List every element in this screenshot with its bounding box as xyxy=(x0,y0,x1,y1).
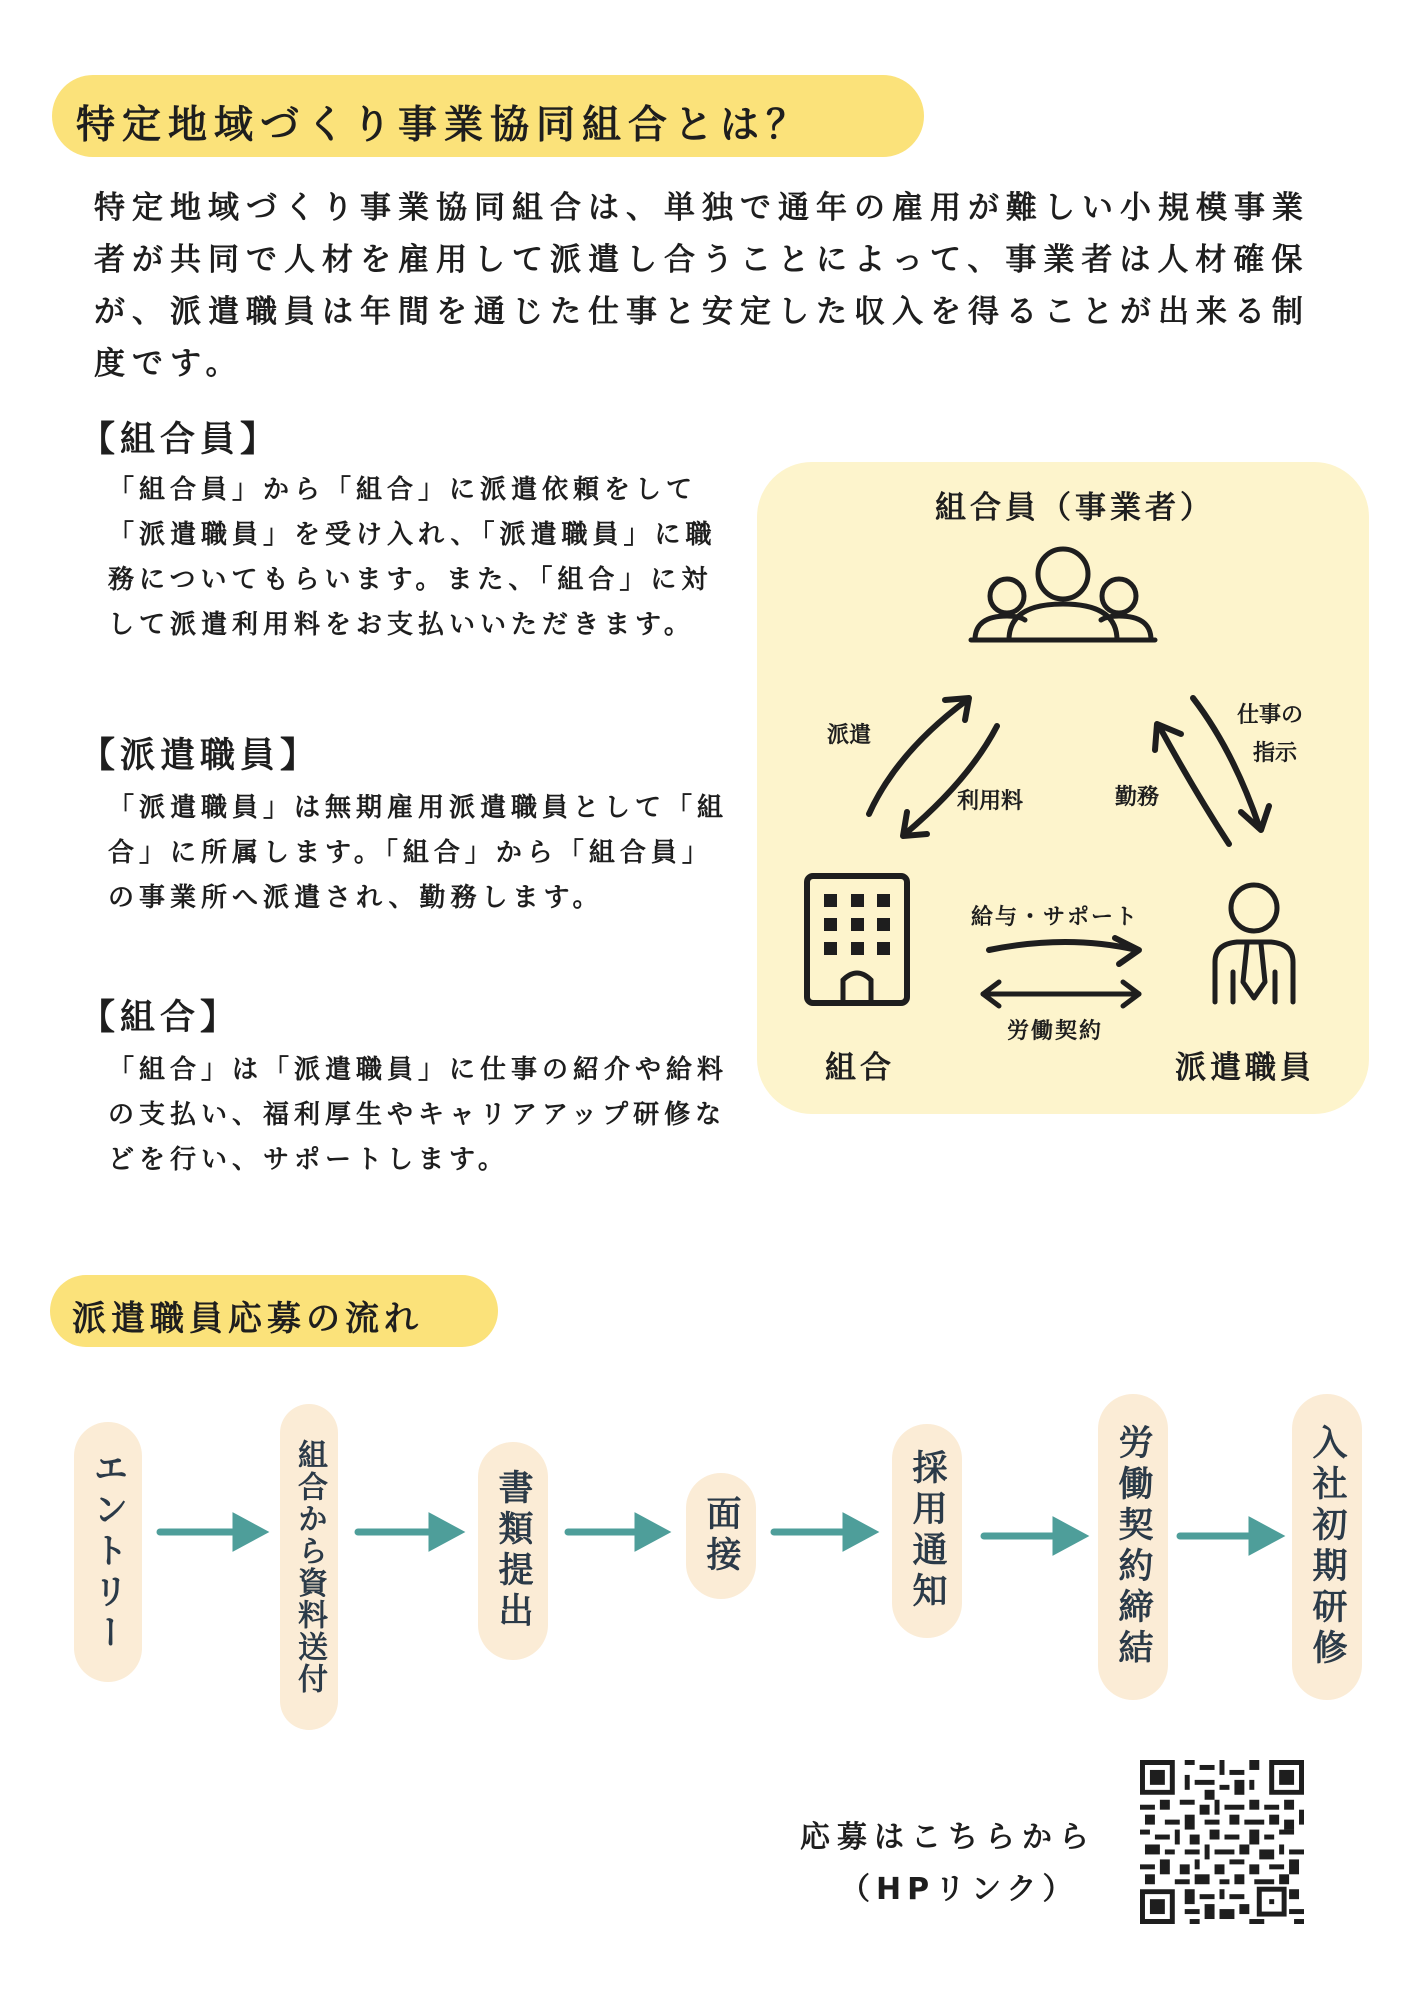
step-entry: エントリー xyxy=(74,1422,142,1682)
step-hiring-notice: 採用通知 xyxy=(892,1424,962,1638)
qr-code-icon[interactable] xyxy=(1140,1760,1304,1924)
text-union: 「組合」は「派遣職員」に仕事の紹介や給料の支払い、福利厚生やキャリアアップ研修などを行い、サポートします。 xyxy=(108,1055,729,1175)
heading-union: 【組合】 xyxy=(80,998,241,1038)
label-work: 勤務 xyxy=(1115,785,1160,810)
text-members: 「組合員」から「組合」に派遣依頼をして「派遣職員」を受け入れ、「派遣職員」に職務についてもらいます。また、「組合」に対して派遣利用料をお支払いいただきます。 xyxy=(108,475,717,640)
intro-paragraph: 特定地域づくり事業協同組合は、単独で通年の雇用が難しい小規模事業者が共同で人材を雇用して派遣し合うことによって、事業者は人材確保が、派遣職員は年間を通じた仕事と安定した収入を得ることが出来る制度です。 xyxy=(94,190,1310,382)
step-labor-contract: 労働契約締結 xyxy=(1098,1394,1168,1700)
label-salary-support: 給与・サポート xyxy=(971,905,1140,930)
label-members: 組合員（事業者） xyxy=(935,490,1215,526)
section-title-flow: 派遣職員応募の流れ xyxy=(50,1275,498,1347)
label-labor-contract: 労働契約 xyxy=(1007,1019,1104,1044)
step-document-submission: 書類提出 xyxy=(478,1442,548,1660)
text-staff: 「派遣職員」は無期雇用派遣職員として「組合」に所属します。「組合」から「組合員」の事業所へ派遣され、勤務します。 xyxy=(108,793,729,913)
step-initial-training: 入社初期研修 xyxy=(1292,1394,1362,1700)
apply-here-label: 応募はこちらから xyxy=(800,1820,1096,1855)
step-interview: 面接 xyxy=(686,1473,756,1599)
heading-staff: 【派遣職員】 xyxy=(80,736,321,776)
label-staff: 派遣職員 xyxy=(1175,1050,1315,1086)
label-instruction-2: 指示 xyxy=(1253,741,1298,766)
step-materials-sent: 組合から資料送付 xyxy=(280,1404,338,1730)
label-instruction-1: 仕事の xyxy=(1237,703,1304,728)
label-dispatch: 派遣 xyxy=(827,723,872,748)
section-title-union: 特定地域づくり事業協同組合とは？ xyxy=(52,75,924,157)
hp-link-label: （HPリンク） xyxy=(840,1872,1079,1907)
label-fee: 利用料 xyxy=(957,789,1024,814)
heading-members: 【組合員】 xyxy=(80,420,281,460)
label-union: 組合 xyxy=(825,1050,895,1086)
